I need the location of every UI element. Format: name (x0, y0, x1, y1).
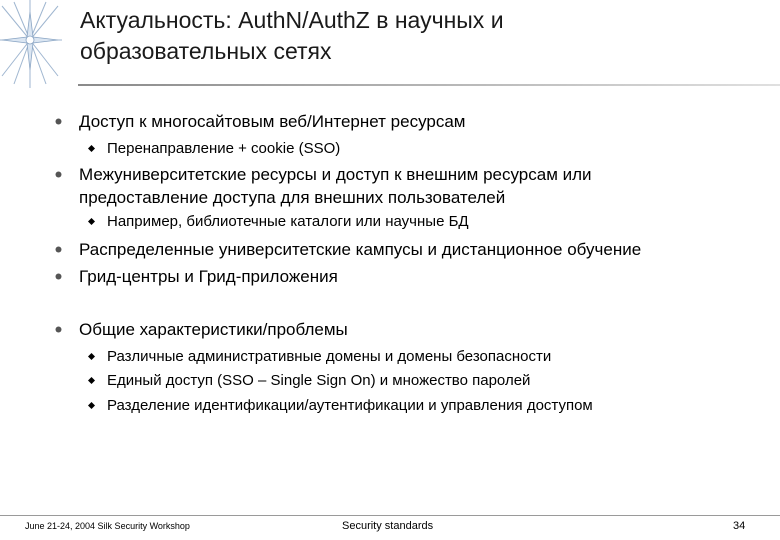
sub-bullet-text: Перенаправление + cookie (SSO) (107, 140, 341, 157)
sub-bullet-text: Разделение идентификации/аутентификации и управления доступом (107, 397, 593, 414)
bullet-text: Грид-центры и Грид-приложения (79, 267, 338, 286)
sub-bullet-item (107, 346, 757, 367)
bullet-item (79, 318, 759, 341)
bullet-text: Доступ к многосайтовым веб/Интернет ресурсам (79, 112, 466, 131)
bullet-text-continued: предоставление доступа для внешних пользователей (79, 188, 506, 207)
diamond-bullet-icon (88, 402, 95, 409)
bullet-text: Межуниверситетские ресурсы и доступ к внешним ресурсам или (79, 165, 592, 184)
dot-bullet-icon (55, 326, 62, 333)
sub-bullet-text: Единый доступ (SSO – Single Sign On) и множество паролей (107, 372, 531, 389)
sub-bullet-text: Различные административные домены и домены безопасности (107, 348, 552, 365)
bullet-item (79, 265, 759, 288)
slide-title-line-2: образовательных сетях (80, 38, 332, 64)
sub-bullet-item (107, 370, 757, 391)
sub-bullet-item (107, 395, 757, 416)
slide-title-line-1: Актуальность: AuthN/AuthZ в научных и (80, 7, 504, 33)
dot-bullet-icon (55, 246, 62, 253)
bullet-item (79, 238, 759, 261)
footer-topic: Security standards (342, 520, 434, 532)
sub-bullet-item (107, 138, 757, 159)
footer-divider (0, 515, 780, 516)
sub-bullet-item (107, 211, 757, 232)
page-number: 34 (733, 520, 746, 532)
dot-bullet-icon (55, 171, 62, 178)
dot-bullet-icon (55, 118, 62, 125)
sub-bullet-text: Например, библиотечные каталоги или научные БД (107, 213, 469, 230)
diamond-bullet-icon (88, 218, 95, 225)
dot-bullet-icon (55, 273, 62, 280)
footer-event: June 21-24, 2004 Silk Security Workshop (25, 521, 190, 531)
diamond-bullet-icon (88, 377, 95, 384)
diamond-bullet-icon (88, 353, 95, 360)
bullet-item (79, 110, 759, 133)
bullet-item (79, 163, 759, 209)
bullet-text: Распределенные университетские кампусы и дистанционное обучение (79, 240, 642, 259)
bullet-text: Общие характеристики/проблемы (79, 320, 348, 339)
diamond-bullet-icon (88, 145, 95, 152)
